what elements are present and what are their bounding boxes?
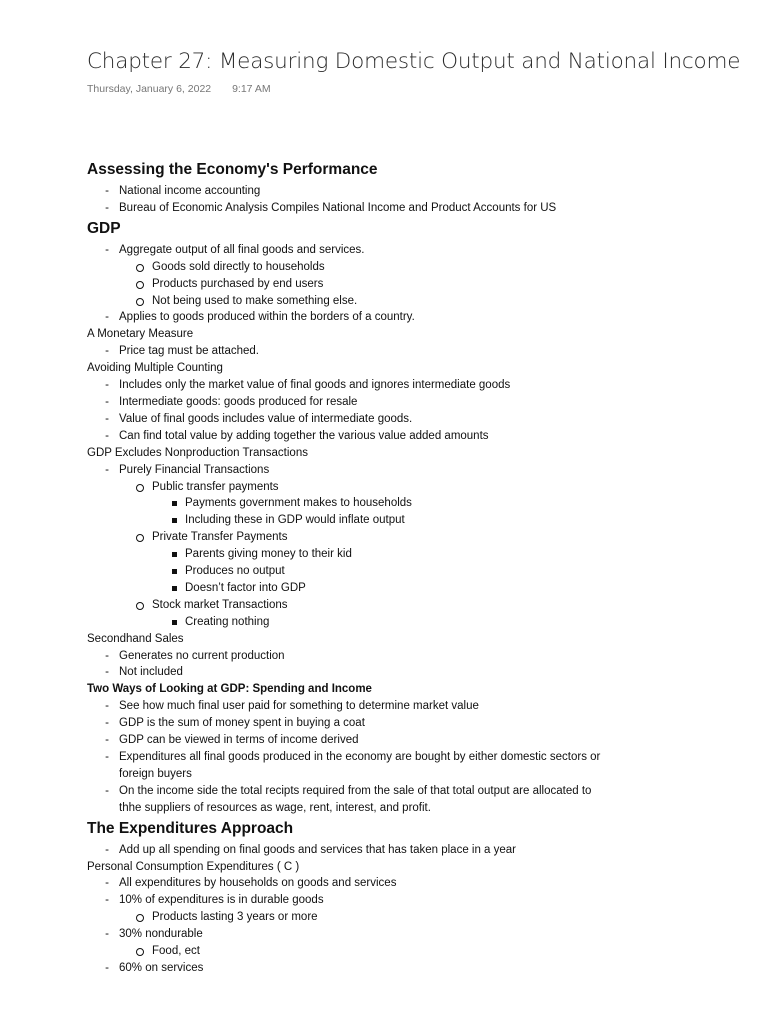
dash-bullet: -: [105, 894, 109, 907]
dash-bullet: -: [105, 928, 109, 941]
dash-bullet: -: [105, 345, 109, 358]
page-header: [87, 46, 747, 96]
list-item: Doesn’t factor into GDP: [87, 580, 747, 597]
page-meta: [87, 82, 747, 96]
list-item: - Can find total value by adding together the various value added amounts: [87, 428, 747, 445]
dash-bullet: -: [105, 784, 109, 797]
dash-bullet: -: [105, 379, 109, 392]
dash-bullet: -: [105, 463, 109, 476]
dash-bullet: -: [105, 429, 109, 442]
list-item: - Not included: [87, 664, 747, 681]
subheading-two-ways: Two Ways of Looking at GDP: Spending and Income: [87, 683, 372, 696]
square-bullet-icon: [169, 614, 179, 631]
subheading-monetary: A Monetary Measure: [87, 328, 194, 341]
heading-gdp: GDP: [87, 219, 121, 237]
list-item: - GDP is the sum of money spent in buying a coat: [87, 715, 747, 732]
list-item: - 30% nondurable: [87, 926, 747, 943]
list-item: Creating nothing: [87, 614, 747, 631]
heading-assessing: Assessing the Economy's Performance: [87, 161, 378, 178]
list-item: - Includes only the market value of final goods and ignores intermediate goods: [87, 377, 747, 394]
list-item: Not being used to make something else.: [87, 293, 747, 310]
list-item: - 60% on services: [87, 960, 747, 977]
dash-bullet: -: [105, 734, 109, 747]
list-item: - Intermediate goods: goods produced for resale: [87, 394, 747, 411]
dash-bullet: -: [105, 961, 109, 974]
list-item: Goods sold directly to households: [87, 259, 747, 276]
dash-bullet: -: [105, 395, 109, 408]
list-item: - Generates no current production: [87, 648, 747, 665]
list-item: Products lasting 3 years or more: [87, 909, 747, 926]
dash-bullet: -: [105, 700, 109, 713]
square-bullet-icon: [169, 563, 179, 580]
page-time: 9:17 AM: [232, 83, 271, 95]
heading-expenditures: The Expenditures Approach: [87, 819, 294, 837]
list-item: - Purely Financial Transactions: [87, 462, 747, 479]
list-item: Food, ect: [87, 943, 747, 960]
square-bullet-icon: [169, 495, 179, 512]
list-item: Public transfer payments: [87, 479, 747, 496]
dash-bullet: -: [105, 243, 109, 256]
square-bullet-icon: [169, 580, 179, 597]
list-item: - Price tag must be attached.: [87, 343, 747, 360]
dash-bullet: -: [105, 751, 109, 763]
list-item: - National income accounting: [87, 183, 747, 200]
list-item: Products purchased by end users: [87, 276, 747, 293]
list-item: Stock market Transactions: [87, 597, 747, 614]
subheading-nonproduction: GDP Excludes Nonproduction Transactions: [87, 446, 308, 459]
list-item-continuation: thhe suppliers of resources as wage, rent, interest, and profit.: [119, 801, 431, 814]
list-item: - Add up all spending on final goods and services that has taken place in a year: [87, 842, 747, 859]
list-item: - Expenditures all final goods produced in the economy are bought by either domestic sectors or: [87, 749, 747, 766]
page-date: Thursday, January 6, 2022: [87, 83, 212, 95]
list-item: Produces no output: [87, 563, 747, 580]
subheading-pce: Personal Consumption Expenditures ( C ): [87, 860, 300, 873]
list-item: - On the income side the total recipts required from the sale of that total output are allocated to: [87, 783, 747, 800]
list-item-continuation: foreign buyers: [119, 767, 192, 780]
dash-bullet: -: [105, 666, 109, 679]
dash-bullet: -: [105, 412, 109, 425]
list-item: Private Transfer Payments: [87, 529, 747, 546]
list-item: Parents giving money to their kid: [87, 546, 747, 563]
list-item: - Aggregate output of all final goods and services.: [87, 242, 747, 259]
list-item: - Applies to goods produced within the borders of a country.: [87, 309, 747, 326]
dash-bullet: -: [105, 717, 109, 730]
dash-bullet: -: [105, 311, 109, 324]
list-item: - All expenditures by households on goods and services: [87, 875, 747, 892]
list-item: Including these in GDP would inflate output: [87, 512, 747, 529]
list-item: - GDP can be viewed in terms of income derived: [87, 732, 747, 749]
dash-bullet: -: [105, 877, 109, 890]
dash-bullet: -: [105, 843, 109, 856]
list-item: - Value of final goods includes value of intermediate goods.: [87, 411, 747, 428]
dash-bullet: -: [105, 649, 109, 662]
square-bullet-icon: [169, 546, 179, 563]
list-item: - 10% of expenditures is in durable goods: [87, 892, 747, 909]
subheading-secondhand: Secondhand Sales: [87, 632, 184, 645]
subheading-multiple-counting: Avoiding Multiple Counting: [87, 362, 223, 375]
dash-bullet: -: [105, 201, 109, 214]
page-title: Chapter 27: Measuring Domestic Output and National Income: [87, 49, 741, 74]
list-item: - See how much final user paid for something to determine market value: [87, 698, 747, 715]
note-content: [87, 158, 747, 977]
dash-bullet: -: [105, 185, 109, 197]
square-bullet-icon: [169, 512, 179, 529]
list-item: - Bureau of Economic Analysis Compiles National Income and Product Accounts for US: [87, 200, 747, 217]
list-item: Payments government makes to households: [87, 495, 747, 512]
